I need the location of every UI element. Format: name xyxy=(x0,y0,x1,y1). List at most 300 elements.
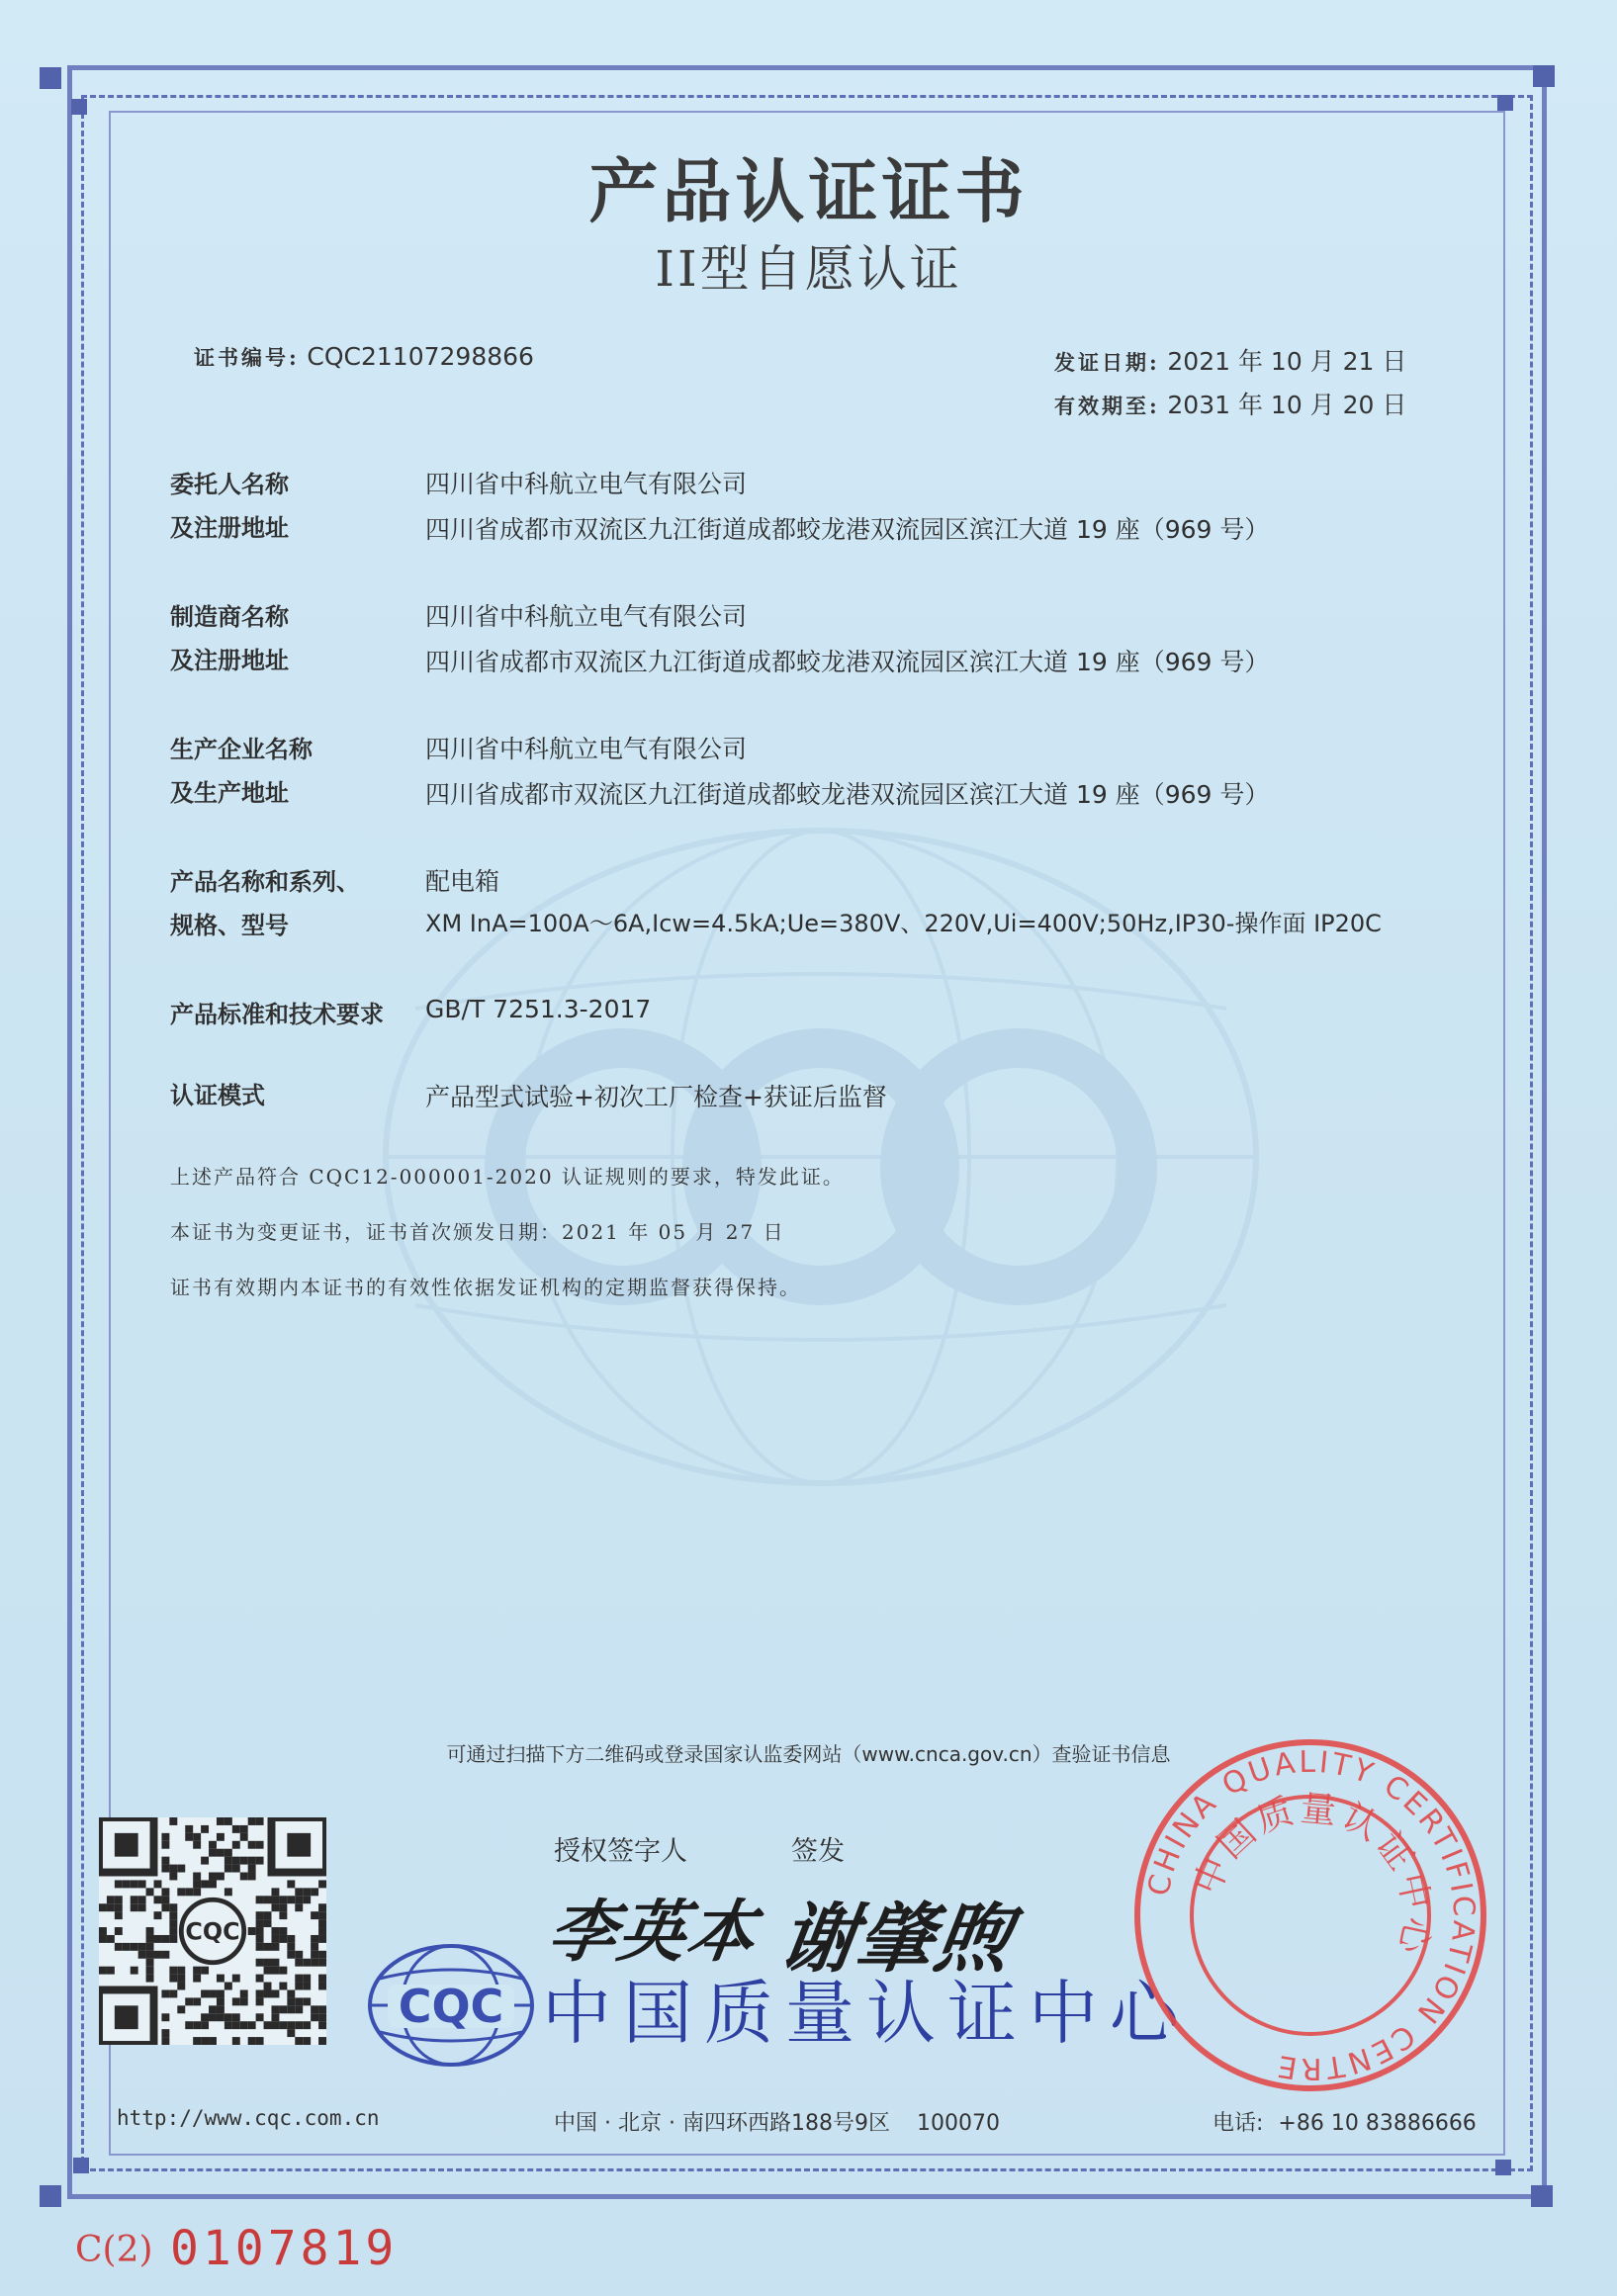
qr-module xyxy=(107,1903,115,1911)
qr-module xyxy=(287,2021,295,2029)
qr-module xyxy=(232,1857,240,1865)
valid-until-label: 有效期至: xyxy=(1054,394,1160,418)
qr-module xyxy=(201,1967,209,1975)
client-name: 四川省中科航立电气有限公司 xyxy=(425,470,748,498)
qr-module xyxy=(138,1943,146,1951)
qr-module xyxy=(303,1888,311,1896)
qr-module xyxy=(169,1903,177,1911)
qr-module xyxy=(146,1927,154,1935)
corner-ornament xyxy=(71,99,87,115)
footer-address-text: 中国 · 北京 · 南四环西路188号9区 xyxy=(554,2111,890,2136)
qr-module xyxy=(161,1857,169,1865)
serial-prefix: C(2) xyxy=(75,2230,153,2270)
qr-module xyxy=(287,1880,295,1888)
qr-module xyxy=(232,2037,240,2045)
factory-name: 四川省中科航立电气有限公司 xyxy=(425,735,748,763)
qr-module xyxy=(271,1943,279,1951)
qr-module xyxy=(185,2021,193,2029)
qr-module xyxy=(217,1833,225,1841)
qr-module xyxy=(264,1896,272,1903)
qr-module xyxy=(169,1975,177,1983)
certificate-subtitle: II型自愿认证 xyxy=(655,240,962,298)
qr-module xyxy=(217,1849,225,1857)
qr-module xyxy=(271,1935,279,1943)
qr-module xyxy=(256,1857,264,1865)
qr-module xyxy=(146,1975,154,1983)
maker-label-1: 制造商名称 xyxy=(170,603,289,631)
valid-until xyxy=(1054,386,1406,421)
qr-module xyxy=(256,1989,264,1997)
qr-module xyxy=(232,2013,240,2021)
qr-module xyxy=(193,1975,201,1983)
qr-module xyxy=(169,1989,177,1997)
qr-module xyxy=(209,2013,217,2021)
qr-module xyxy=(193,1880,201,1888)
qr-module xyxy=(264,1983,272,1990)
qr-module xyxy=(318,1959,326,1967)
qr-module xyxy=(225,1849,232,1857)
qr-module xyxy=(287,2029,295,2037)
qr-module xyxy=(209,2005,217,2013)
qr-module xyxy=(161,1896,169,1903)
qr-module xyxy=(303,1997,311,2005)
qr-module xyxy=(154,1911,162,1919)
qr-module xyxy=(318,1919,326,1927)
qr-module xyxy=(256,1927,264,1935)
qr-module xyxy=(311,1911,318,1919)
footer-phone-label: 电话: xyxy=(1213,2111,1264,2136)
qr-module xyxy=(193,1873,201,1881)
qr-module xyxy=(271,1959,279,1967)
qr-module xyxy=(279,1903,287,1911)
qr-module xyxy=(248,1817,256,1825)
qr-module xyxy=(161,1865,169,1873)
qr-module xyxy=(138,1951,146,1959)
qr-module xyxy=(318,1911,326,1919)
qr-module xyxy=(311,1951,318,1959)
qr-module xyxy=(287,1896,295,1903)
qr-module xyxy=(201,2013,209,2021)
qr-module xyxy=(225,1888,232,1896)
qr-module xyxy=(256,1911,264,1919)
qr-module xyxy=(131,1896,138,1903)
qr-module xyxy=(271,2021,279,2029)
qr-module xyxy=(295,1903,303,1911)
qr-module xyxy=(177,1983,185,1990)
qr-module xyxy=(248,1841,256,1849)
qr-module xyxy=(193,2037,201,2045)
qr-module xyxy=(209,1841,217,1849)
qr-module xyxy=(271,1967,279,1975)
qr-module xyxy=(264,1989,272,1997)
qr-module xyxy=(248,2021,256,2029)
qr-module xyxy=(232,1825,240,1833)
qr-module xyxy=(248,2037,256,2045)
qr-module xyxy=(248,1927,256,1935)
qr-module xyxy=(256,1935,264,1943)
qr-module xyxy=(161,2037,169,2045)
factory-label-1: 生产企业名称 xyxy=(170,736,313,763)
qr-module xyxy=(169,1967,177,1975)
qr-module xyxy=(271,2013,279,2021)
qr-module xyxy=(217,1873,225,1881)
qr-module xyxy=(154,1935,162,1943)
qr-module xyxy=(240,1997,248,2005)
issue-date-value: 2021 年 10 月 21 日 xyxy=(1167,347,1407,376)
qr-module xyxy=(256,1896,264,1903)
qr-module xyxy=(138,1896,146,1903)
qr-module xyxy=(248,1865,256,1873)
qr-module xyxy=(318,2013,326,2021)
qr-module xyxy=(264,1919,272,1927)
qr-module xyxy=(115,1911,123,1919)
qr-module xyxy=(146,1959,154,1967)
footer-phone xyxy=(1213,2106,1477,2137)
qr-module xyxy=(256,1943,264,1951)
qr-module xyxy=(311,1959,318,1967)
qr-module xyxy=(154,1880,162,1888)
qr-module xyxy=(217,2005,225,2013)
qr-module xyxy=(279,2005,287,2013)
qr-module xyxy=(311,2005,318,2013)
maker-name: 四川省中科航立电气有限公司 xyxy=(425,602,748,631)
qr-module xyxy=(318,1951,326,1959)
qr-module xyxy=(193,1833,201,1841)
qr-module xyxy=(225,1857,232,1865)
qr-module xyxy=(217,1975,225,1983)
qr-module xyxy=(279,1896,287,1903)
qr-module xyxy=(318,2005,326,2013)
certificate-title: 产品认证证书 xyxy=(588,150,1029,232)
qr-module xyxy=(295,2021,303,2029)
qr-module xyxy=(232,1841,240,1849)
qr-module xyxy=(279,1935,287,1943)
qr-module xyxy=(295,1983,303,1990)
qr-module xyxy=(271,1989,279,1997)
qr-module xyxy=(201,1880,209,1888)
qr-module xyxy=(318,2037,326,2045)
qr-module xyxy=(138,1903,146,1911)
qr-module xyxy=(185,1888,193,1896)
qr-module xyxy=(146,1935,154,1943)
issuer-label: 签发 xyxy=(791,1836,845,1867)
qr-module xyxy=(131,1880,138,1888)
qr-module xyxy=(264,2021,272,2029)
qr-module xyxy=(146,1951,154,1959)
qr-module xyxy=(232,1975,240,1983)
qr-module xyxy=(169,1935,177,1943)
qr-module xyxy=(131,1943,138,1951)
qr-module xyxy=(225,2021,232,2029)
qr-module xyxy=(169,1927,177,1935)
qr-module xyxy=(318,1903,326,1911)
qr-module xyxy=(161,1989,169,1997)
qr-module xyxy=(169,1911,177,1919)
qr-module xyxy=(225,2013,232,2021)
qr-module xyxy=(287,1935,295,1943)
qr-module xyxy=(248,1857,256,1865)
qr-module xyxy=(271,1927,279,1935)
maker-address: 四川省成都市双流区九江街道成都蛟龙港双流园区滨江大道 19 座（969 号） xyxy=(425,648,1270,676)
qr-module xyxy=(209,1880,217,1888)
qr-module xyxy=(295,1888,303,1896)
corner-ornament xyxy=(1531,2185,1553,2207)
qr-module xyxy=(209,2037,217,2045)
qr-module xyxy=(209,1849,217,1857)
mode-value: 产品型式试验+初次工厂检查+获证后监督 xyxy=(425,1083,887,1111)
qr-module xyxy=(217,2013,225,2021)
qr-module xyxy=(271,1888,279,1896)
client-address: 四川省成都市双流区九江街道成都蛟龙港双流园区滨江大道 19 座（969 号） xyxy=(425,515,1270,544)
qr-module xyxy=(287,1951,295,1959)
cert-number-label: 证书编号: xyxy=(194,345,300,370)
qr-module xyxy=(217,1817,225,1825)
factory-label-2: 及生产地址 xyxy=(170,779,289,807)
qr-module xyxy=(154,1951,162,1959)
qr-module xyxy=(201,1989,209,1997)
qr-module xyxy=(225,1865,232,1873)
qr-module xyxy=(154,1896,162,1903)
qr-module xyxy=(232,2021,240,2029)
qr-module xyxy=(279,2021,287,2029)
qr-module xyxy=(279,1911,287,1919)
org-name: 中国质量认证中心 xyxy=(542,1973,1191,2054)
product-label-1: 产品名称和系列、 xyxy=(170,868,360,896)
qr-module xyxy=(311,2013,318,2021)
qr-module xyxy=(256,1959,264,1967)
qr-module xyxy=(209,1989,217,1997)
seal-center-text: 中国质量认证中心 xyxy=(1187,1788,1438,1962)
qr-module xyxy=(209,1873,217,1881)
qr-module xyxy=(161,1833,169,1841)
issue-date xyxy=(1054,342,1406,378)
issuer-signature: 谢肇煦 xyxy=(773,1895,1019,1983)
qr-module xyxy=(279,1967,287,1975)
qr-module xyxy=(169,1919,177,1927)
corner-ornament xyxy=(1495,2160,1511,2175)
svg-text:中国质量认证中心 xyxy=(1187,1789,1437,1961)
qr-module xyxy=(318,1880,326,1888)
corner-ornament xyxy=(40,67,61,89)
qr-module xyxy=(240,1833,248,1841)
qr-module xyxy=(193,1841,201,1849)
cert-number xyxy=(194,342,534,372)
qr-module xyxy=(161,1951,169,1959)
footer-website[interactable]: http://www.cqc.com.cn xyxy=(117,2106,380,2130)
qr-module xyxy=(311,1943,318,1951)
qr-module xyxy=(295,2005,303,2013)
qr-logo-text: CQC xyxy=(185,1917,240,1946)
seal-ring-text: CHINA QUALITY CERTIFICATION CENTRE xyxy=(1141,1744,1482,2086)
note-change: 本证书为变更证书，证书首次颁发日期：2021 年 05 月 27 日 xyxy=(170,1220,785,1244)
cqc-logo xyxy=(366,1941,536,2070)
serial-number: 0107819 xyxy=(170,2221,399,2276)
qr-module xyxy=(193,1997,201,2005)
qr-module xyxy=(185,1997,193,2005)
qr-module xyxy=(303,1983,311,1990)
qr-module xyxy=(123,1943,131,1951)
qr-module xyxy=(146,1943,154,1951)
qr-module xyxy=(177,1888,185,1896)
qr-module xyxy=(185,1833,193,1841)
qr-module xyxy=(318,1935,326,1943)
qr-module xyxy=(99,1927,107,1935)
product-spec: XM InA=100A～6A,Icw=4.5kA;Ue=380V、220V,Ui=400V;50Hz,IP30-操作面 IP20C xyxy=(425,910,1382,937)
qr-code[interactable] xyxy=(99,1817,326,2045)
qr-module xyxy=(303,2021,311,2029)
cqc-logo-text: CQC xyxy=(398,1980,504,2033)
mode-label: 认证模式 xyxy=(170,1082,265,1109)
qr-module xyxy=(201,1825,209,1833)
qr-module xyxy=(115,1880,123,1888)
qr-module xyxy=(169,1817,177,1825)
qr-module xyxy=(115,1903,123,1911)
qr-module xyxy=(99,1935,107,1943)
qr-module xyxy=(146,1967,154,1975)
cert-number-value: CQC21107298866 xyxy=(307,342,534,371)
qr-module xyxy=(177,1865,185,1873)
authorized-signature: 李英本 xyxy=(543,1893,763,1972)
official-seal xyxy=(1127,1732,1493,2098)
qr-module xyxy=(311,1935,318,1943)
qr-module xyxy=(240,1873,248,1881)
qr-module xyxy=(303,1975,311,1983)
qr-module xyxy=(287,1997,295,2005)
product-label-2: 规格、型号 xyxy=(170,912,289,939)
qr-module xyxy=(225,1983,232,1990)
qr-module xyxy=(115,1927,123,1935)
qr-module xyxy=(240,1825,248,1833)
qr-module xyxy=(279,1927,287,1935)
qr-module xyxy=(161,1903,169,1911)
authorized-signer-label: 授权签字人 xyxy=(554,1836,687,1867)
qr-module xyxy=(169,1865,177,1873)
qr-module xyxy=(177,1967,185,1975)
qr-module xyxy=(99,1967,107,1975)
qr-module xyxy=(287,1989,295,1997)
qr-module xyxy=(146,1888,154,1896)
qr-module xyxy=(225,1817,232,1825)
qr-module xyxy=(264,1959,272,1967)
qr-module xyxy=(264,1967,272,1975)
product-name: 配电箱 xyxy=(425,867,500,896)
qr-module xyxy=(161,1841,169,1849)
qr-module xyxy=(303,1959,311,1967)
qr-module xyxy=(256,1817,264,1825)
qr-module xyxy=(161,1935,169,1943)
qr-module xyxy=(287,1943,295,1951)
footer-postcode: 100070 xyxy=(916,2111,1000,2136)
corner-ornament xyxy=(73,2158,89,2173)
qr-module xyxy=(240,1857,248,1865)
qr-module xyxy=(201,2021,209,2029)
qr-module xyxy=(138,1880,146,1888)
valid-until-value: 2031 年 10 月 20 日 xyxy=(1167,391,1407,419)
qr-module xyxy=(256,1919,264,1927)
factory-address: 四川省成都市双流区九江街道成都蛟龙港双流园区滨江大道 19 座（969 号） xyxy=(425,780,1270,809)
qr-module xyxy=(303,1896,311,1903)
qr-module xyxy=(185,1825,193,1833)
qr-module xyxy=(107,1935,115,1943)
qr-module xyxy=(318,2021,326,2029)
qr-module xyxy=(131,1967,138,1975)
qr-module xyxy=(264,1943,272,1951)
qr-module xyxy=(240,1989,248,1997)
qr-module xyxy=(295,1997,303,2005)
qr-module xyxy=(107,1896,115,1903)
client-label-1: 委托人名称 xyxy=(170,471,289,498)
qr-module xyxy=(295,2037,303,2045)
qr-module xyxy=(232,1865,240,1873)
note-compliance: 上述产品符合 CQC12-000001-2020 认证规则的要求，特发此证。 xyxy=(170,1165,845,1189)
qr-module xyxy=(131,1903,138,1911)
qr-module xyxy=(107,1967,115,1975)
qr-module xyxy=(264,1911,272,1919)
qr-module xyxy=(256,1841,264,1849)
qr-module xyxy=(240,2021,248,2029)
qr-module xyxy=(177,1975,185,1983)
qr-module xyxy=(256,2013,264,2021)
qr-module xyxy=(161,2029,169,2037)
qr-module xyxy=(99,1903,107,1911)
qr-module xyxy=(295,1896,303,1903)
qr-module xyxy=(256,1975,264,1983)
qr-module xyxy=(177,2005,185,2013)
qr-module xyxy=(318,1927,326,1935)
qr-module xyxy=(217,1997,225,2005)
qr-module xyxy=(256,1997,264,2005)
corner-ornament xyxy=(1497,95,1513,111)
qr-module xyxy=(295,1975,303,1983)
qr-module xyxy=(248,1873,256,1881)
qr-module xyxy=(318,1975,326,1983)
standard-value: GB/T 7251.3-2017 xyxy=(425,995,652,1023)
maker-label-2: 及注册地址 xyxy=(170,647,289,674)
footer-address xyxy=(554,2106,1000,2137)
qr-module xyxy=(193,1967,201,1975)
qr-module xyxy=(217,1989,225,1997)
qr-module xyxy=(279,1983,287,1990)
qr-module xyxy=(201,1857,209,1865)
client-label-2: 及注册地址 xyxy=(170,514,289,542)
footer-phone-value: +86 10 83886666 xyxy=(1278,2111,1477,2136)
qr-module xyxy=(193,2021,201,2029)
qr-module xyxy=(161,2013,169,2021)
qr-module xyxy=(115,1943,123,1951)
qr-module xyxy=(318,1983,326,1990)
qr-module xyxy=(303,2037,311,2045)
note-validity: 证书有效期内本证书的有效性依据发证机构的定期监督获得保持。 xyxy=(170,1276,801,1299)
qr-module xyxy=(193,1888,201,1896)
issue-date-label: 发证日期: xyxy=(1054,350,1160,375)
qr-module xyxy=(271,1903,279,1911)
qr-module xyxy=(256,2037,264,2045)
corner-ornament xyxy=(40,2185,61,2207)
qr-module xyxy=(287,2005,295,2013)
qr-module xyxy=(271,2005,279,2013)
qr-module xyxy=(232,1997,240,2005)
standard-label: 产品标准和技术要求 xyxy=(170,1001,384,1028)
qr-module xyxy=(295,1959,303,1967)
qr-module xyxy=(123,1880,131,1888)
verify-instructions: 可通过扫描下方二维码或登录国家认监委网站（www.cnca.gov.cn）查验证书信息 xyxy=(446,1742,1171,1766)
qr-module xyxy=(295,1951,303,1959)
qr-module xyxy=(311,1888,318,1896)
qr-module xyxy=(161,1888,169,1896)
qr-module xyxy=(115,1896,123,1903)
corner-ornament xyxy=(1533,65,1555,87)
qr-module xyxy=(201,2037,209,2045)
